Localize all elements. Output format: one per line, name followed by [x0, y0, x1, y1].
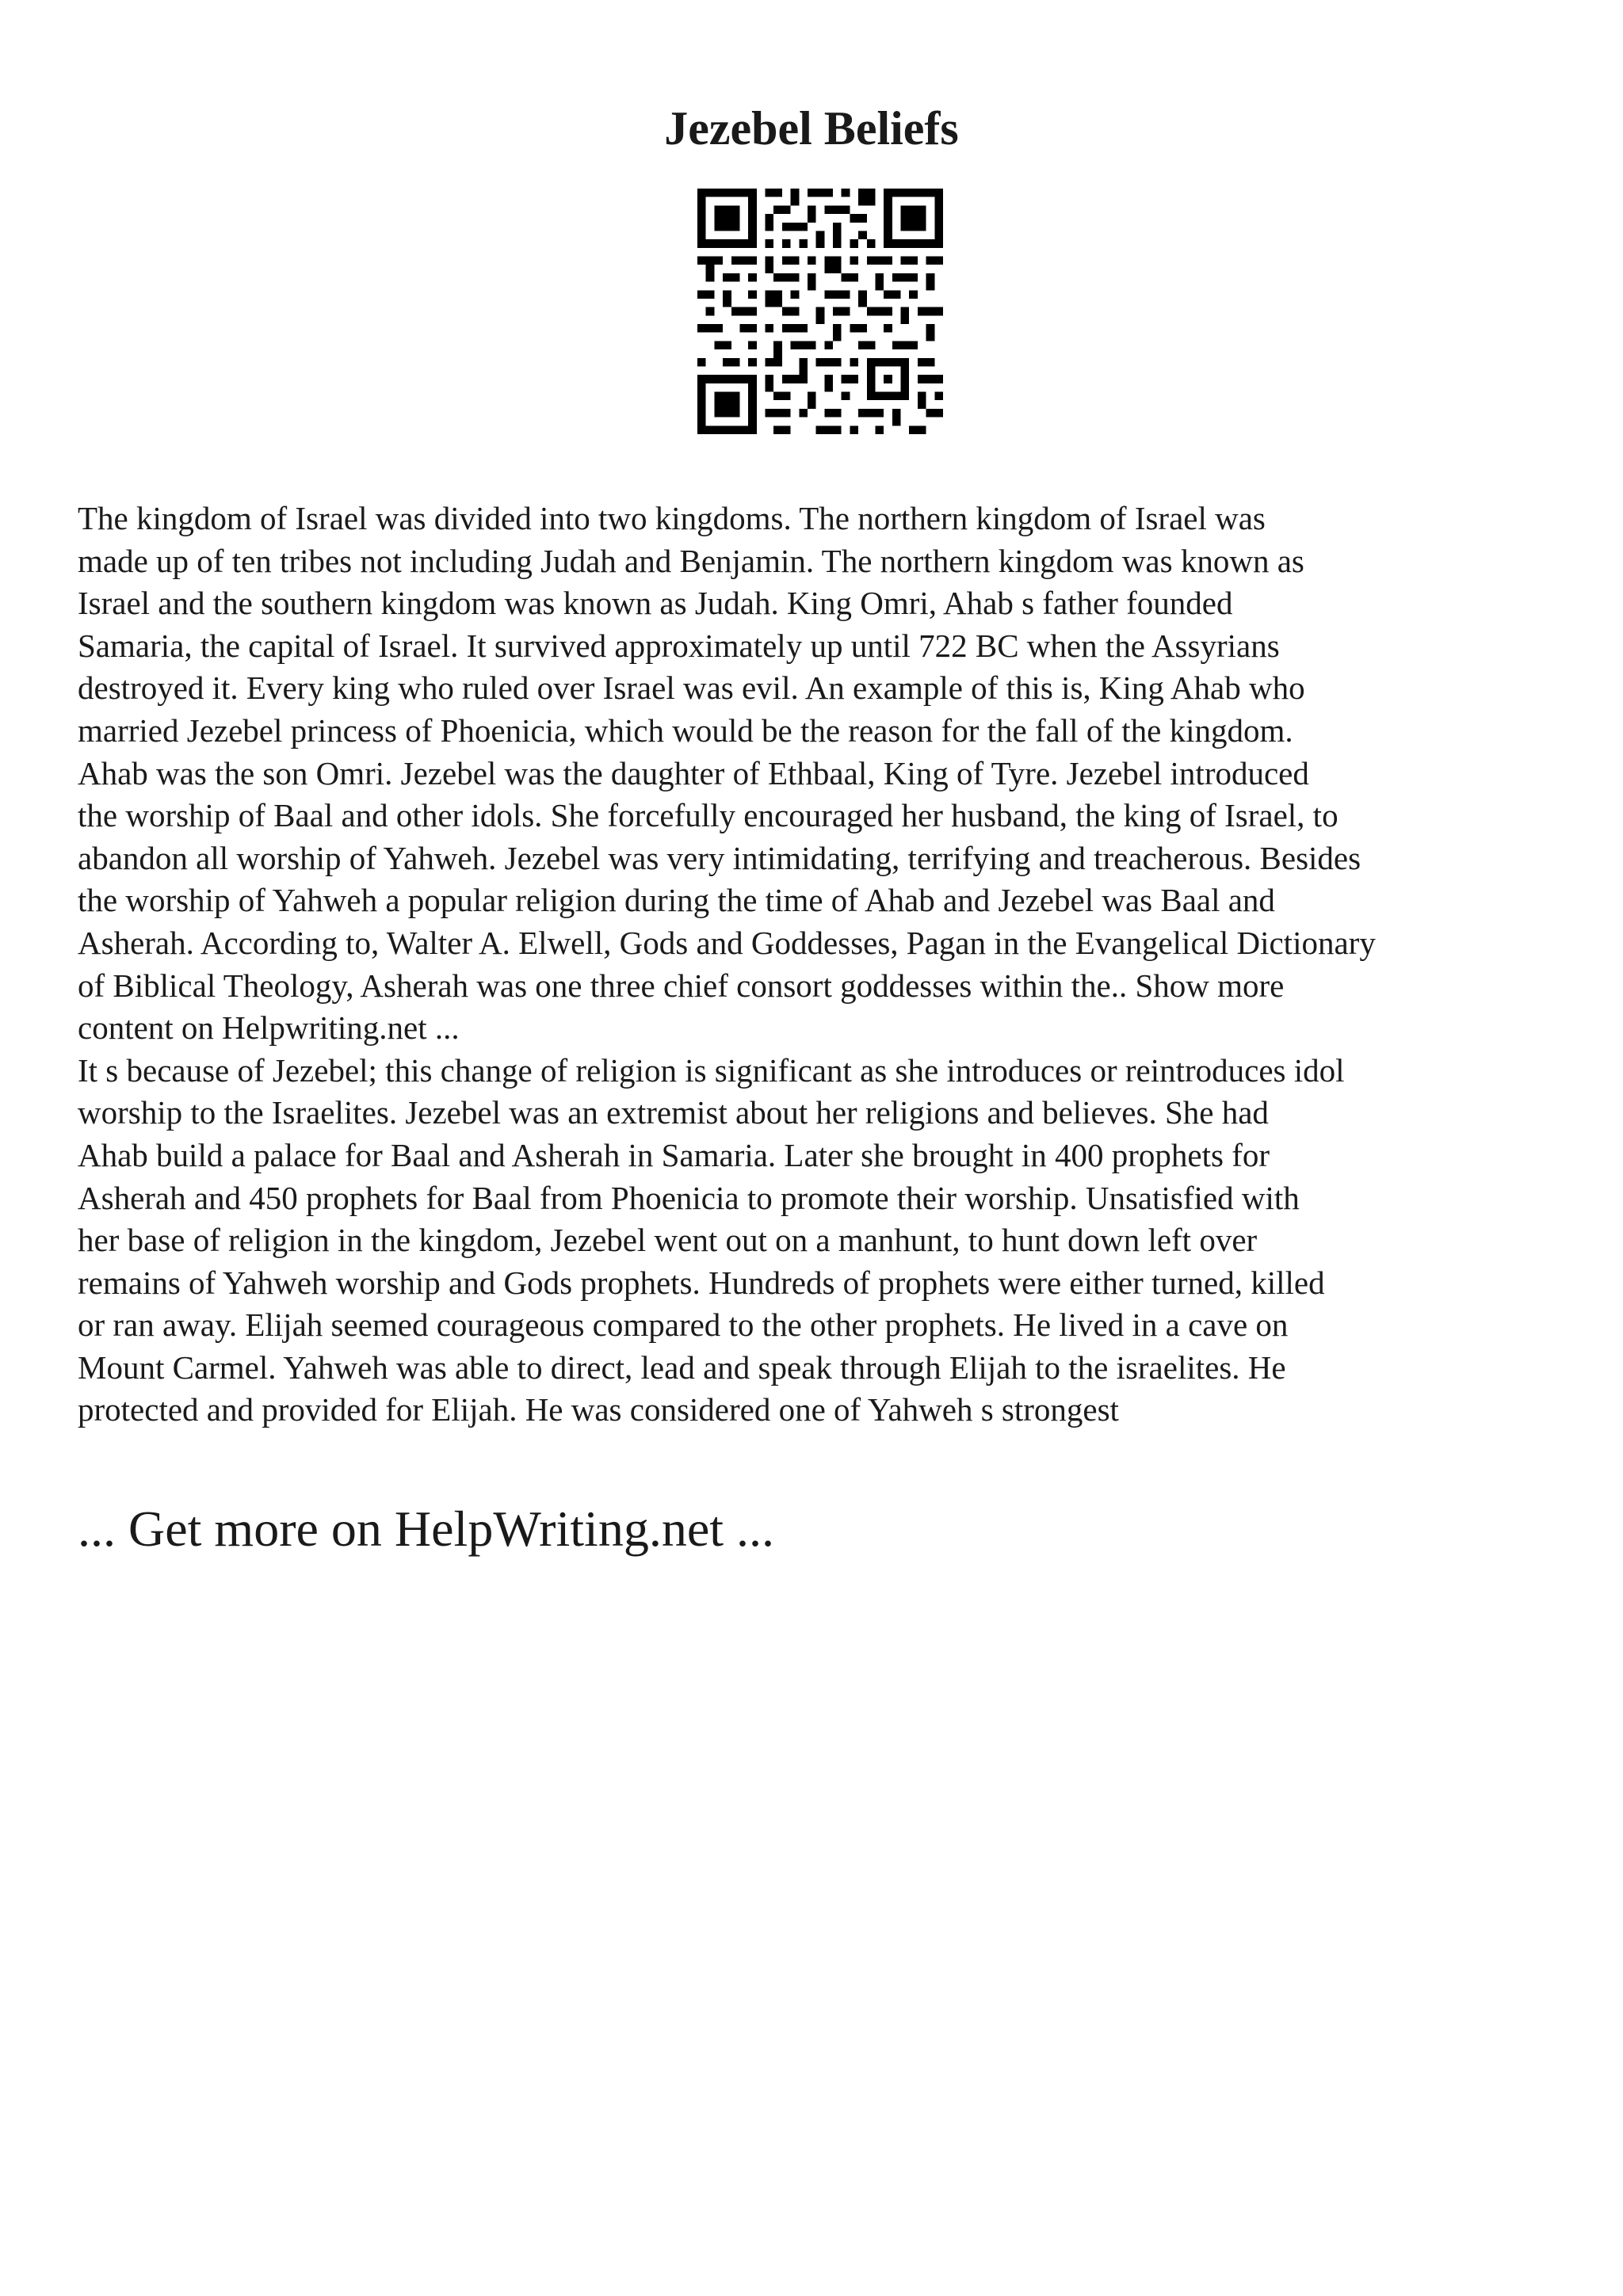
paragraph-line: worship to the Israelites. Jezebel was an extremist about her religions and believes. She had: [78, 1094, 1269, 1131]
paragraph-2: [78, 1050, 1583, 1432]
paragraph-line: Samaria, the capital of Israel. It survived approximately up until 722 BC when the Assyrians: [78, 627, 1280, 664]
paragraph-line: Mount Carmel. Yahweh was able to direct, lead and speak through Elijah to the israelites. He: [78, 1348, 1286, 1386]
paragraph-line: Asherah. According to, Walter A. Elwell, Gods and Goddesses, Pagan in the Evangelical Dictionary: [78, 924, 1376, 961]
paragraph-line: The kingdom of Israel was divided into two kingdoms. The northern kingdom of Israel was: [78, 500, 1266, 536]
paragraph-line: Asherah and 450 prophets for Baal from Phoenicia to promote their worship. Unsatisfied with: [78, 1179, 1300, 1216]
paragraph-1: [78, 498, 1583, 1050]
article-body: [78, 498, 1583, 1432]
paragraph-line: the worship of Baal and other idols. She forcefully encouraged her husband, the king of Israel, to: [78, 797, 1338, 834]
show-more-link[interactable]: content on Helpwriting.net ...: [78, 1009, 460, 1047]
page-title: Jezebel Beliefs: [664, 102, 959, 154]
get-more-link[interactable]: ... Get more on HelpWriting.net ...: [78, 1501, 774, 1557]
paragraph-line: abandon all worship of Yahweh. Jezebel was very intimidating, terrifying and treacherous. Besides: [78, 839, 1361, 876]
paragraph-line: her base of religion in the kingdom, Jezebel went out on a manhunt, to hunt down left over: [78, 1222, 1258, 1259]
paragraph-line: protected and provided for Elijah. He was considered one of Yahweh s strongest: [78, 1391, 1119, 1428]
paragraph-line: Israel and the southern kingdom was known as Judah. King Omri, Ahab s father founded: [78, 585, 1233, 622]
paragraph-line: remains of Yahweh worship and Gods prophets. Hundreds of prophets were either turned, killed: [78, 1264, 1325, 1301]
paragraph-line: or ran away. Elijah seemed courageous compared to the other prophets. He lived in a cave on: [78, 1306, 1289, 1344]
qr-code-icon: [697, 189, 943, 434]
paragraph-line: the worship of Yahweh a popular religion during the time of Ahab and Jezebel was Baal and: [78, 882, 1275, 919]
paragraph-line: of Biblical Theology, Asherah was one three chief consort goddesses within the.. Show more: [78, 967, 1285, 1004]
paragraph-line: Ahab build a palace for Baal and Asherah in Samaria. Later she brought in 400 prophets for: [78, 1136, 1270, 1173]
paragraph-line: It s because of Jezebel; this change of religion is significant as she introduces or reintroduces idol: [78, 1051, 1345, 1089]
paragraph-line: Ahab was the son Omri. Jezebel was the daughter of Ethbaal, King of Tyre. Jezebel introduced: [78, 754, 1309, 791]
paragraph-line: destroyed it. Every king who ruled over Israel was evil. An example of this is, King Ahab who: [78, 669, 1305, 707]
paragraph-line: made up of ten tribes not including Judah and Benjamin. The northern kingdom was known as: [78, 542, 1304, 579]
paragraph-line: married Jezebel princess of Phoenicia, which would be the reason for the fall of the kingdom.: [78, 711, 1293, 749]
